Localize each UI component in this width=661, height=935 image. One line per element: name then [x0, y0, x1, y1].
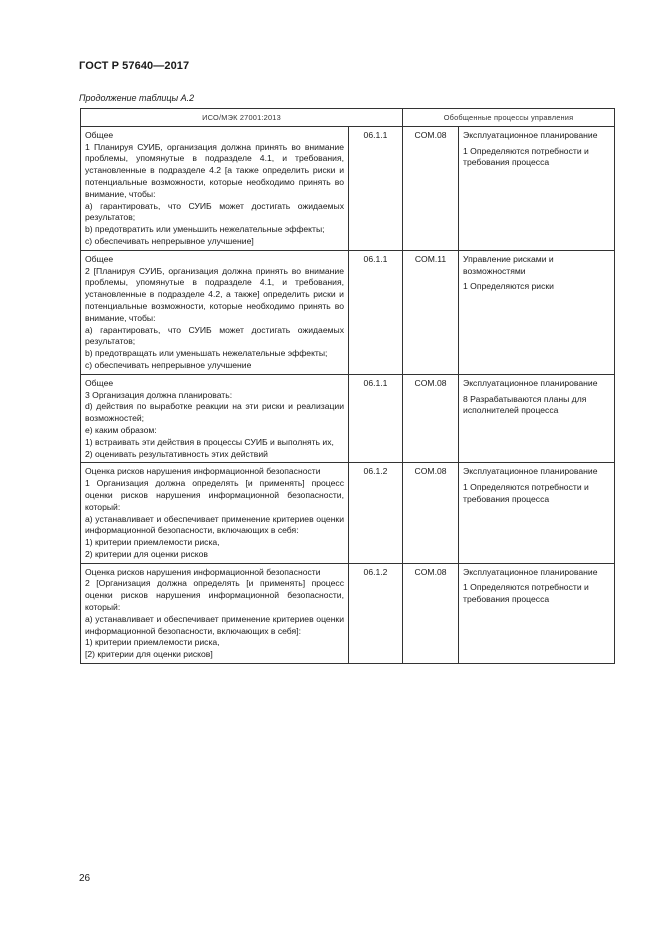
process-outcome: 1 Определяются потребности и требования процесса [463, 582, 589, 605]
requirement-item: 1) встраивать эти действия в процессы СУИБ и выполнять их, [85, 436, 334, 447]
process-cell [459, 463, 615, 563]
requirement-item: 2) критерии для оценки рисков [85, 548, 208, 559]
process-code: COM.08 [403, 463, 459, 563]
requirement-item: a) устанавливает и обеспечивает применение критериев оценки информационной безопасности, включающих в себя: [85, 513, 344, 536]
requirement-item: d) действия по выработке реакции на эти риски и реализации возможностей; [85, 401, 344, 424]
requirement-text: 1 Организация должна определять [и применять] процесс оценки рисков нарушения информационной безопасности, который: [85, 478, 344, 512]
requirement-item: b) предотвратить или уменьшить нежелательные эффекты; [85, 224, 325, 235]
process-outcome: 8 Разрабатываются планы для исполнителей процесса [463, 393, 587, 416]
requirement-title: Оценка рисков нарушения информационной безопасности [85, 466, 321, 477]
page-number: 26 [79, 873, 91, 884]
requirement-text: 1 Планируя СУИБ, организация должна принять во внимание проблемы, упомянутые в подразделе 4.1, и требования, установленные в подразделе 4.2 [а также определить риски и потенциальные возможности, которые необходимо принять во внимание, чтобы: [85, 141, 344, 199]
requirement-cell [81, 126, 349, 250]
process-outcome: 1 Определяются потребности и требования процесса [463, 145, 589, 168]
requirement-item: 1) критерии приемлемости риска, [85, 537, 220, 548]
requirement-item: a) гарантировать, что СУИБ может достигать ожидаемых результатов; [85, 200, 344, 223]
header-iso: ИСО/МЭК 27001:2013 [81, 109, 403, 127]
requirement-item: c) обеспечивать непрерывное улучшение [85, 359, 252, 370]
table-row [81, 563, 615, 663]
requirement-item: b) предотвращать или уменьшать нежелательные эффекты; [85, 348, 328, 359]
process-name: Эксплуатационное планирование [463, 377, 598, 388]
process-name: Эксплуатационное планирование [463, 466, 598, 477]
requirement-cell [81, 463, 349, 563]
document-title: ГОСТ Р 57640—2017 [79, 60, 190, 72]
requirement-title: Общее [85, 253, 114, 264]
requirement-item: 2) оценивать результативность этих действий [85, 448, 268, 459]
requirement-item: a) устанавливает и обеспечивает применение критериев оценки информационной безопасности, включающих в себя]: [85, 613, 344, 636]
clause-number: 06.1.1 [349, 374, 403, 463]
process-name: Эксплуатационное планирование [463, 129, 598, 140]
table-row [81, 250, 615, 374]
clause-number: 06.1.2 [349, 563, 403, 663]
process-cell [459, 563, 615, 663]
requirement-text: 3 Организация должна планировать: [85, 389, 233, 400]
process-cell [459, 374, 615, 463]
requirement-title: Оценка рисков нарушения информационной безопасности [85, 566, 321, 577]
header-processes: Обобщенные процессы управления [403, 109, 615, 127]
requirement-cell [81, 563, 349, 663]
requirement-item: [2) критерии для оценки рисков] [85, 649, 213, 660]
process-code: COM.08 [403, 126, 459, 250]
table-header-row [81, 109, 615, 127]
requirement-text: 2 [Планируя СУИБ, организация должна принять во внимание проблемы, упомянутые в подразделе 4.1, и требования, установленные в подразделе 4.2, а также] определить риски и потенциальные возможности, которые необходимо принять во внимание, чтобы: [85, 265, 344, 323]
comparison-table [80, 108, 615, 664]
table-row [81, 463, 615, 563]
process-cell [459, 126, 615, 250]
requirement-title: Общее [85, 129, 114, 140]
process-cell [459, 250, 615, 374]
requirement-text: 2 [Организация должна определять [и применять] процесс оценки рисков нарушения информационной безопасности, который: [85, 578, 344, 613]
process-outcome: 1 Определяются потребности и требования процесса [463, 482, 589, 504]
requirement-item: a) гарантировать, что СУИБ может достигать ожидаемых результатов; [85, 324, 344, 347]
clause-number: 06.1.1 [349, 126, 403, 250]
table-row [81, 126, 615, 250]
clause-number: 06.1.1 [349, 250, 403, 374]
requirement-cell [81, 374, 349, 463]
table-row [81, 374, 615, 463]
process-code: COM.11 [403, 250, 459, 374]
table-caption: Продолжение таблицы А.2 [79, 93, 195, 103]
requirement-title: Общее [85, 377, 114, 388]
requirement-item: c) обеспечивать непрерывное улучшение] [85, 235, 254, 246]
process-code: COM.08 [403, 374, 459, 463]
process-code: COM.08 [403, 563, 459, 663]
requirement-item: e) каким образом: [85, 424, 157, 435]
process-name: Эксплуатационное планирование [463, 566, 598, 577]
process-outcome: 1 Определяются риски [463, 281, 554, 292]
process-name: Управление рисками и возможностями [463, 253, 554, 276]
clause-number: 06.1.2 [349, 463, 403, 563]
requirement-cell [81, 250, 349, 374]
requirement-item: 1) критерии приемлемости риска, [85, 637, 220, 648]
